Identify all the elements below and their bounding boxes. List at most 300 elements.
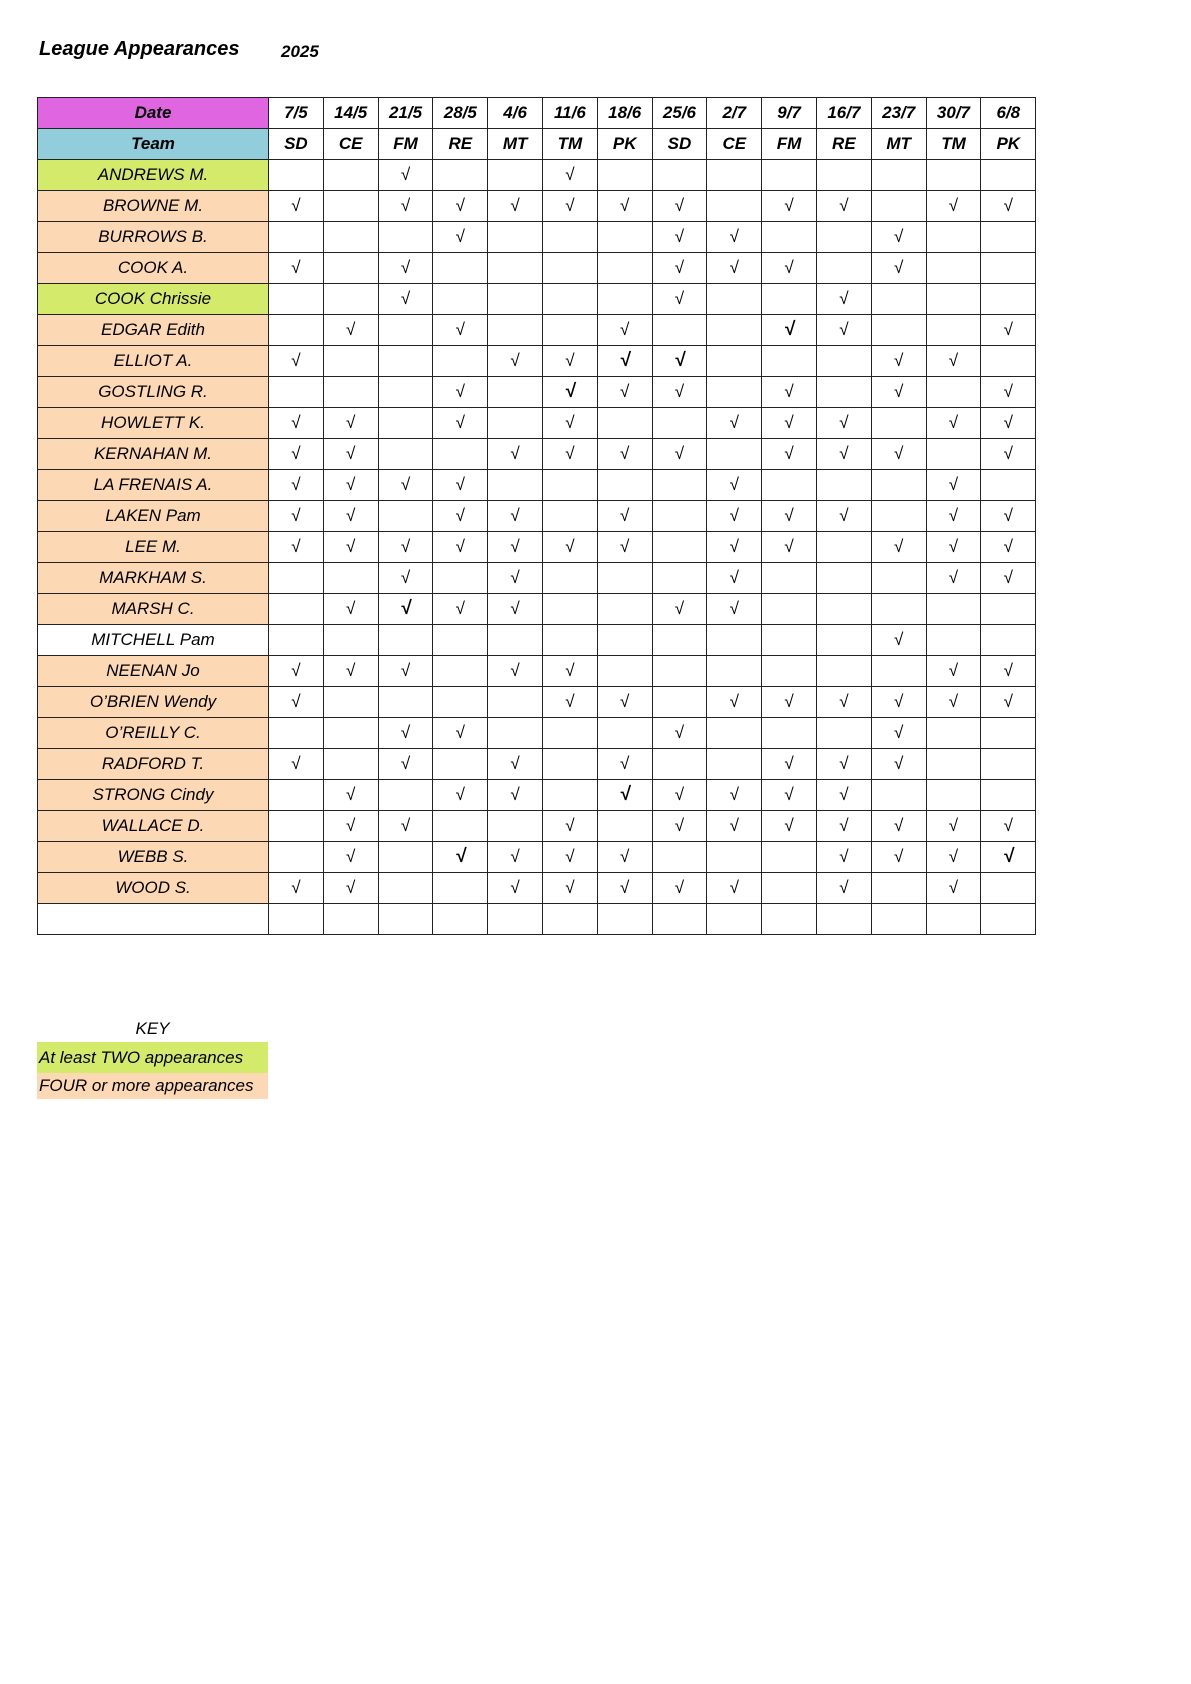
empty-cell — [323, 253, 378, 284]
appearance-tick-cell: √ — [542, 408, 597, 439]
appearance-tick-cell: √ — [707, 687, 762, 718]
player-name: COOK A. — [38, 253, 269, 284]
appearance-tick-cell: √ — [378, 656, 433, 687]
appearance-tick-cell: √ — [269, 346, 324, 377]
appearance-tick-cell: √ — [433, 222, 488, 253]
empty-cell — [433, 656, 488, 687]
date-header-row — [38, 98, 1036, 129]
player-row — [38, 501, 1036, 532]
key-item-two-appearances: At least TWO appearances — [37, 1042, 268, 1073]
empty-cell — [597, 470, 652, 501]
appearance-tick-cell: √ — [597, 501, 652, 532]
appearance-tick-cell: √ — [652, 377, 707, 408]
empty-cell — [378, 439, 433, 470]
appearance-tick-cell: √ — [926, 842, 981, 873]
appearance-tick-cell: √ — [707, 253, 762, 284]
appearance-tick-cell: √ — [981, 563, 1036, 594]
team-header-cell: PK — [981, 129, 1036, 160]
appearance-tick-cell: √ — [652, 594, 707, 625]
appearance-tick-cell: √ — [488, 842, 543, 873]
empty-row — [38, 904, 1036, 935]
team-header-cell: MT — [871, 129, 926, 160]
empty-cell — [269, 222, 324, 253]
empty-cell — [652, 656, 707, 687]
appearance-tick-cell: √ — [323, 873, 378, 904]
key-item-four-appearances: FOUR or more appearances — [37, 1073, 268, 1099]
empty-cell — [707, 377, 762, 408]
date-header-cell: 4/6 — [488, 98, 543, 129]
appearance-tick-cell: √ — [707, 222, 762, 253]
empty-cell — [269, 904, 324, 935]
appearance-tick-cell: √ — [816, 284, 871, 315]
appearance-tick-cell: √ — [762, 253, 817, 284]
appearance-tick-cell: √ — [871, 253, 926, 284]
empty-cell — [378, 904, 433, 935]
appearance-tick-cell: √ — [871, 346, 926, 377]
empty-cell — [488, 160, 543, 191]
empty-cell — [378, 873, 433, 904]
appearance-tick-cell: √ — [269, 253, 324, 284]
appearance-tick-cell: √ — [981, 439, 1036, 470]
empty-cell — [488, 811, 543, 842]
appearance-tick-cell: √ — [542, 191, 597, 222]
empty-cell — [926, 160, 981, 191]
player-name: LAKEN Pam — [38, 501, 269, 532]
team-label: Team — [38, 129, 269, 160]
appearance-tick-cell: √ — [926, 346, 981, 377]
appearance-tick-cell: √ — [981, 811, 1036, 842]
empty-cell — [597, 408, 652, 439]
empty-cell — [269, 718, 324, 749]
empty-cell — [488, 377, 543, 408]
appearance-tick-cell: √ — [707, 811, 762, 842]
empty-cell — [542, 904, 597, 935]
empty-cell — [926, 749, 981, 780]
appearance-tick-cell: √ — [542, 656, 597, 687]
appearance-tick-cell: √ — [542, 160, 597, 191]
empty-cell — [597, 160, 652, 191]
empty-cell — [542, 284, 597, 315]
empty-cell — [981, 253, 1036, 284]
empty-cell — [707, 346, 762, 377]
player-row — [38, 191, 1036, 222]
empty-cell — [762, 718, 817, 749]
empty-cell — [269, 594, 324, 625]
empty-cell — [378, 501, 433, 532]
appearance-tick-cell: √ — [542, 377, 597, 408]
empty-cell — [269, 377, 324, 408]
empty-cell — [542, 563, 597, 594]
appearance-tick-cell: √ — [597, 315, 652, 346]
empty-cell — [323, 346, 378, 377]
empty-cell — [762, 563, 817, 594]
date-header-cell: 25/6 — [652, 98, 707, 129]
appearance-tick-cell: √ — [816, 749, 871, 780]
player-name: WALLACE D. — [38, 811, 269, 842]
appearance-tick-cell: √ — [597, 346, 652, 377]
empty-cell — [816, 470, 871, 501]
empty-cell — [652, 625, 707, 656]
player-row — [38, 563, 1036, 594]
empty-cell — [871, 594, 926, 625]
empty-cell — [871, 780, 926, 811]
player-row — [38, 718, 1036, 749]
appearance-tick-cell: √ — [433, 594, 488, 625]
empty-cell — [488, 470, 543, 501]
team-header-cell: PK — [597, 129, 652, 160]
empty-cell — [762, 284, 817, 315]
appearance-tick-cell: √ — [597, 191, 652, 222]
empty-cell — [762, 470, 817, 501]
player-name: O’BRIEN Wendy — [38, 687, 269, 718]
appearance-tick-cell: √ — [542, 873, 597, 904]
date-header-cell: 23/7 — [871, 98, 926, 129]
player-row — [38, 811, 1036, 842]
empty-cell — [597, 625, 652, 656]
appearance-tick-cell: √ — [488, 563, 543, 594]
empty-cell — [323, 718, 378, 749]
player-name: LA FRENAIS A. — [38, 470, 269, 501]
date-header-cell: 9/7 — [762, 98, 817, 129]
empty-cell — [323, 377, 378, 408]
empty-cell — [433, 439, 488, 470]
player-name: LEE M. — [38, 532, 269, 563]
team-header-cell: TM — [542, 129, 597, 160]
empty-cell — [597, 253, 652, 284]
player-row — [38, 315, 1036, 346]
empty-cell — [488, 625, 543, 656]
appearance-tick-cell: √ — [323, 780, 378, 811]
appearance-tick-cell: √ — [378, 284, 433, 315]
empty-cell — [597, 222, 652, 253]
empty-cell — [981, 594, 1036, 625]
appearance-tick-cell: √ — [816, 687, 871, 718]
date-header-cell: 16/7 — [816, 98, 871, 129]
appearance-tick-cell: √ — [488, 749, 543, 780]
appearance-tick-cell: √ — [762, 191, 817, 222]
player-name: WOOD S. — [38, 873, 269, 904]
appearance-tick-cell: √ — [488, 346, 543, 377]
empty-cell — [981, 346, 1036, 377]
player-name: ELLIOT A. — [38, 346, 269, 377]
empty-cell — [542, 222, 597, 253]
empty-cell — [323, 749, 378, 780]
empty-cell — [816, 718, 871, 749]
appearance-tick-cell: √ — [816, 315, 871, 346]
empty-cell — [926, 253, 981, 284]
team-header-cell: CE — [707, 129, 762, 160]
empty-cell — [433, 811, 488, 842]
empty-cell — [816, 563, 871, 594]
season-year: 2025 — [281, 42, 319, 61]
appearance-tick-cell: √ — [762, 811, 817, 842]
player-name: KERNAHAN M. — [38, 439, 269, 470]
appearance-tick-cell: √ — [871, 842, 926, 873]
appearance-tick-cell: √ — [433, 191, 488, 222]
appearance-tick-cell: √ — [707, 780, 762, 811]
player-name: HOWLETT K. — [38, 408, 269, 439]
appearance-tick-cell: √ — [762, 501, 817, 532]
player-name: MITCHELL Pam — [38, 625, 269, 656]
empty-cell — [378, 842, 433, 873]
appearance-tick-cell: √ — [378, 470, 433, 501]
empty-cell — [488, 408, 543, 439]
appearance-tick-cell: √ — [597, 377, 652, 408]
empty-cell — [433, 687, 488, 718]
empty-cell — [816, 656, 871, 687]
empty-cell — [926, 439, 981, 470]
appearance-tick-cell: √ — [433, 718, 488, 749]
date-header-cell: 6/8 — [981, 98, 1036, 129]
empty-cell — [433, 625, 488, 656]
player-row — [38, 594, 1036, 625]
appearance-tick-cell: √ — [542, 811, 597, 842]
appearance-tick-cell: √ — [597, 439, 652, 470]
empty-cell — [652, 563, 707, 594]
empty-cell — [816, 377, 871, 408]
appearance-tick-cell: √ — [816, 811, 871, 842]
empty-cell — [269, 284, 324, 315]
appearance-tick-cell: √ — [488, 780, 543, 811]
appearance-tick-cell: √ — [652, 811, 707, 842]
appearance-tick-cell: √ — [323, 315, 378, 346]
player-name: GOSTLING R. — [38, 377, 269, 408]
empty-cell — [762, 656, 817, 687]
appearance-tick-cell: √ — [707, 532, 762, 563]
empty-cell — [652, 470, 707, 501]
empty-cell — [652, 160, 707, 191]
appearance-tick-cell: √ — [433, 780, 488, 811]
empty-cell — [323, 904, 378, 935]
appearance-tick-cell: √ — [488, 656, 543, 687]
appearance-tick-cell: √ — [542, 842, 597, 873]
empty-cell — [762, 160, 817, 191]
appearance-tick-cell: √ — [488, 873, 543, 904]
appearance-tick-cell: √ — [981, 315, 1036, 346]
player-name: BURROWS B. — [38, 222, 269, 253]
empty-cell — [762, 842, 817, 873]
player-row — [38, 625, 1036, 656]
page-title: League Appearances — [39, 38, 240, 60]
player-row — [38, 656, 1036, 687]
appearance-tick-cell: √ — [762, 439, 817, 470]
empty-cell — [926, 222, 981, 253]
empty-cell — [762, 594, 817, 625]
team-header-cell: FM — [378, 129, 433, 160]
appearance-tick-cell: √ — [488, 439, 543, 470]
appearance-tick-cell: √ — [597, 780, 652, 811]
appearance-tick-cell: √ — [652, 718, 707, 749]
empty-cell — [981, 470, 1036, 501]
appearance-tick-cell: √ — [871, 439, 926, 470]
appearance-tick-cell: √ — [981, 191, 1036, 222]
empty-cell — [378, 377, 433, 408]
empty-cell — [652, 501, 707, 532]
appearance-tick-cell: √ — [323, 470, 378, 501]
empty-cell — [981, 160, 1036, 191]
empty-cell — [652, 408, 707, 439]
appearance-tick-cell: √ — [762, 780, 817, 811]
appearance-tick-cell: √ — [816, 780, 871, 811]
empty-cell — [871, 873, 926, 904]
appearance-tick-cell: √ — [981, 377, 1036, 408]
empty-cell — [488, 253, 543, 284]
appearance-tick-cell: √ — [433, 377, 488, 408]
empty-cell — [597, 563, 652, 594]
appearance-tick-cell: √ — [762, 532, 817, 563]
appearance-tick-cell: √ — [762, 749, 817, 780]
empty-cell — [816, 904, 871, 935]
date-header-cell: 28/5 — [433, 98, 488, 129]
empty-cell — [433, 160, 488, 191]
appearance-tick-cell: √ — [871, 811, 926, 842]
date-header-cell: 11/6 — [542, 98, 597, 129]
date-header-cell: 21/5 — [378, 98, 433, 129]
appearance-tick-cell: √ — [981, 501, 1036, 532]
appearance-tick-cell: √ — [926, 470, 981, 501]
appearance-tick-cell: √ — [488, 191, 543, 222]
player-name: ANDREWS M. — [38, 160, 269, 191]
empty-cell — [269, 842, 324, 873]
appearance-tick-cell: √ — [707, 594, 762, 625]
empty-cell — [981, 904, 1036, 935]
appearance-tick-cell: √ — [433, 842, 488, 873]
empty-cell — [871, 470, 926, 501]
appearance-tick-cell: √ — [926, 563, 981, 594]
appearance-tick-cell: √ — [926, 191, 981, 222]
empty-cell — [378, 625, 433, 656]
empty-cell — [707, 284, 762, 315]
empty-cell — [816, 253, 871, 284]
empty-cell — [488, 222, 543, 253]
empty-cell — [926, 718, 981, 749]
appearance-tick-cell: √ — [816, 439, 871, 470]
empty-cell — [871, 904, 926, 935]
empty-cell — [378, 222, 433, 253]
player-row — [38, 284, 1036, 315]
player-row — [38, 377, 1036, 408]
appearance-tick-cell: √ — [981, 408, 1036, 439]
empty-cell — [762, 904, 817, 935]
appearance-tick-cell: √ — [871, 222, 926, 253]
empty-cell — [542, 470, 597, 501]
appearance-tick-cell: √ — [926, 656, 981, 687]
empty-cell — [762, 222, 817, 253]
player-name: BROWNE M. — [38, 191, 269, 222]
appearance-tick-cell: √ — [378, 749, 433, 780]
empty-cell — [378, 780, 433, 811]
appearance-tick-cell: √ — [323, 842, 378, 873]
appearance-tick-cell: √ — [269, 408, 324, 439]
appearances-table — [37, 97, 1036, 935]
empty-cell — [816, 532, 871, 563]
appearance-tick-cell: √ — [816, 408, 871, 439]
empty-cell — [926, 377, 981, 408]
empty-cell — [816, 625, 871, 656]
appearance-tick-cell: √ — [926, 687, 981, 718]
empty-cell — [926, 284, 981, 315]
appearance-tick-cell: √ — [871, 532, 926, 563]
empty-cell — [597, 594, 652, 625]
empty-cell — [707, 904, 762, 935]
appearance-tick-cell: √ — [981, 532, 1036, 563]
player-row — [38, 532, 1036, 563]
appearance-tick-cell: √ — [433, 408, 488, 439]
empty-cell — [542, 749, 597, 780]
team-header-cell: MT — [488, 129, 543, 160]
empty-cell — [871, 408, 926, 439]
appearance-tick-cell: √ — [542, 346, 597, 377]
appearance-tick-cell: √ — [707, 408, 762, 439]
empty-cell — [926, 625, 981, 656]
appearance-tick-cell: √ — [269, 439, 324, 470]
team-header-row — [38, 129, 1036, 160]
empty-cell — [652, 315, 707, 346]
appearance-tick-cell: √ — [652, 439, 707, 470]
empty-cell — [707, 749, 762, 780]
appearance-tick-cell: √ — [926, 408, 981, 439]
appearance-tick-cell: √ — [707, 873, 762, 904]
appearance-tick-cell: √ — [269, 191, 324, 222]
empty-cell — [323, 160, 378, 191]
empty-cell — [652, 687, 707, 718]
empty-cell — [652, 532, 707, 563]
player-row — [38, 222, 1036, 253]
empty-cell — [488, 687, 543, 718]
team-header-cell: RE — [816, 129, 871, 160]
empty-cell — [323, 625, 378, 656]
player-row — [38, 780, 1036, 811]
player-row — [38, 408, 1036, 439]
appearance-tick-cell: √ — [652, 284, 707, 315]
appearance-tick-cell: √ — [269, 873, 324, 904]
appearance-tick-cell: √ — [378, 594, 433, 625]
appearance-tick-cell: √ — [926, 811, 981, 842]
team-header-cell: TM — [926, 129, 981, 160]
empty-cell — [707, 315, 762, 346]
appearance-tick-cell: √ — [323, 439, 378, 470]
empty-cell — [433, 873, 488, 904]
appearance-tick-cell: √ — [323, 501, 378, 532]
empty-cell — [816, 222, 871, 253]
empty-cell — [652, 842, 707, 873]
empty-cell — [981, 625, 1036, 656]
player-row — [38, 253, 1036, 284]
appearance-tick-cell: √ — [323, 594, 378, 625]
appearance-tick-cell: √ — [707, 563, 762, 594]
empty-cell — [871, 315, 926, 346]
empty-cell — [871, 191, 926, 222]
empty-cell — [652, 749, 707, 780]
player-row — [38, 749, 1036, 780]
appearance-tick-cell: √ — [652, 191, 707, 222]
appearance-tick-cell: √ — [597, 842, 652, 873]
appearance-tick-cell: √ — [488, 501, 543, 532]
empty-cell — [871, 160, 926, 191]
empty-cell — [597, 811, 652, 842]
empty-cell — [762, 346, 817, 377]
player-name: WEBB S. — [38, 842, 269, 873]
appearance-tick-cell: √ — [762, 377, 817, 408]
empty-cell — [269, 780, 324, 811]
appearance-tick-cell: √ — [488, 532, 543, 563]
empty-cell — [816, 594, 871, 625]
appearance-tick-cell: √ — [323, 811, 378, 842]
appearance-tick-cell: √ — [269, 532, 324, 563]
appearance-tick-cell: √ — [269, 687, 324, 718]
empty-cell — [707, 160, 762, 191]
empty-cell — [707, 842, 762, 873]
